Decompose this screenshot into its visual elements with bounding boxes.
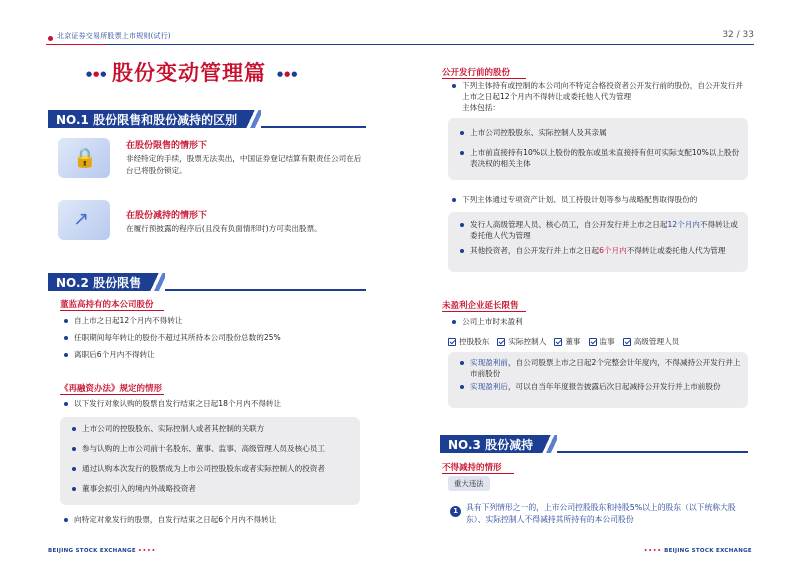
tag-major-violation: 重大违法 [448,476,490,491]
checkbox-icon [589,338,597,346]
section-header-no1 [48,110,366,128]
main-title-block [42,56,322,92]
checkbox-icon [554,338,562,346]
subjects-label: 主体包括： [462,103,500,112]
section-tail [245,110,261,128]
number-badge: 1 [450,506,461,517]
subheading-underline [442,311,526,312]
header-dot [48,36,53,41]
subheading-pre-ipo: 公开发行前的股份 [442,68,511,78]
header-rule [46,44,754,45]
list-item: 向特定对象发行的股票，自发行结束之日起6个月内不得转让 [62,514,358,525]
subheading-underline [442,78,526,79]
footer-right: •••• BEIJING STOCK EXCHANGE [643,548,752,554]
section-tail [541,435,557,453]
feature-lockup [58,138,366,178]
feature-title: 在股份减持的情形下 [126,211,208,221]
list-item: 上市公司控股股东、实际控制人及其亲属 [458,127,742,138]
list-item: 自上市之日起12个月内不得转让 [62,315,352,326]
section-line [261,126,366,128]
page-number: 32 / 33 [722,30,754,40]
subheading-no-reduction: 不得减持的情形 [442,463,502,473]
check-item: 董事 [554,336,580,347]
section-header-no2 [48,273,366,291]
section-tail [149,273,165,291]
list-item: 参与认购的上市公司前十名股东、董事、监事、高级管理人员及核心员工 [70,443,355,454]
list-item: 实现盈利后，可以自当年年度报告披露后次日起减持公开发行并上市前股份 [458,381,742,392]
list-item: 上市公司的控股股东、实际控制人或者其控制的关联方 [70,423,355,434]
checkbox-icon [497,338,505,346]
list-item: 公司上市时未盈利 [450,316,748,327]
check-item: 监事 [589,336,615,347]
list-item: 实现盈利前，自公司股票上市之日起2个完整会计年度内，不得减持公开发行并上市前股份 [458,357,742,379]
document-title: 北京证券交易所股票上市规则(试行) [57,32,171,40]
lock-icon: 🔒 [58,138,110,178]
section-title-no3: NO.3 股份减持 [440,435,541,453]
list-item: 其他投资者，自公开发行并上市之日起6个月内不得转让或委托他人代为管理 [458,245,742,256]
list-item: 发行人高级管理人员、核心员工，自公开发行并上市之日起12个月内不得转让或委托他人代为管理 [458,219,742,241]
subheading-executives: 董监高持有的本公司股份 [60,300,154,310]
section-title-no1: NO.1 股份限售和股份减持的区别 [48,110,245,128]
subheading-unprofitable: 未盈利企业延长限售 [442,301,519,311]
list-item: 任职期间每年转让的股份不超过其所持本公司股份总数的25% [62,332,352,343]
subheading-underline [442,473,514,474]
check-item: 控股股东 [448,336,489,347]
feature-desc: 非经特定的手续，股票无法卖出，中国证券登记结算有限责任公司在后台已将股份锁定。 [126,154,362,175]
section-header-no3 [440,435,748,453]
no-reduction-rule-text: 具有下列情形之一的，上市公司控股股东和持股5%以上的股东（以下统称大股东）、实际控制人不得减持其所持有的本公司股份 [466,503,736,524]
list-item: 上市前直接持有10%以上股份的股东或虽未直接持有但可实际支配10%以上股份表决权的相关主体 [458,147,742,169]
subheading-refinancing: 《再融资办法》规定的情形 [60,384,163,394]
title-decoration-left: ●●● [86,70,108,78]
header-rule-accent [46,44,106,45]
title-decoration-right: ●●● [277,70,299,78]
checkbox-icon [448,338,456,346]
trend-chart-icon: ↗ [58,200,110,240]
feature-desc: 在履行预披露的程序后(且没有负面情形时)方可卖出股票。 [126,224,322,233]
footer-left: BEIJING STOCK EXCHANGE •••• [48,548,157,554]
checkbox-icon [623,338,631,346]
subject-checklist [448,336,679,347]
check-item: 实际控制人 [497,336,546,347]
list-item: 下列主体持有或控制的本公司向不特定合格投资者公开发行前的股份，自公开发行并上市之日起12个月内不得转让或委托他人代为管理 [450,80,748,102]
subheading-underline [60,310,164,311]
section-line [165,289,366,291]
subheading-underline [60,394,164,395]
list-item: 离职后6个月内不得转让 [62,349,352,360]
feature-reduction [58,200,366,240]
check-item: 高级管理人员 [623,336,680,347]
section-title-no2: NO.2 股份限售 [48,273,149,291]
list-item: 以下发行对象认购的股票自发行结束之日起18个月内不得转让 [62,398,358,409]
list-item: 下列主体通过专项资产计划、员工持股计划等参与战略配售取得股份的 [450,194,748,205]
section-line [557,451,748,453]
feature-title: 在股份限售的情形下 [126,141,208,151]
list-item: 董事会拟引入的境内外战略投资者 [70,483,355,494]
page-header [0,0,800,44]
list-item: 通过认购本次发行的股票成为上市公司控股股东或者实际控制人的投资者 [70,463,355,474]
page-title: 股份变动管理篇 [112,61,266,85]
